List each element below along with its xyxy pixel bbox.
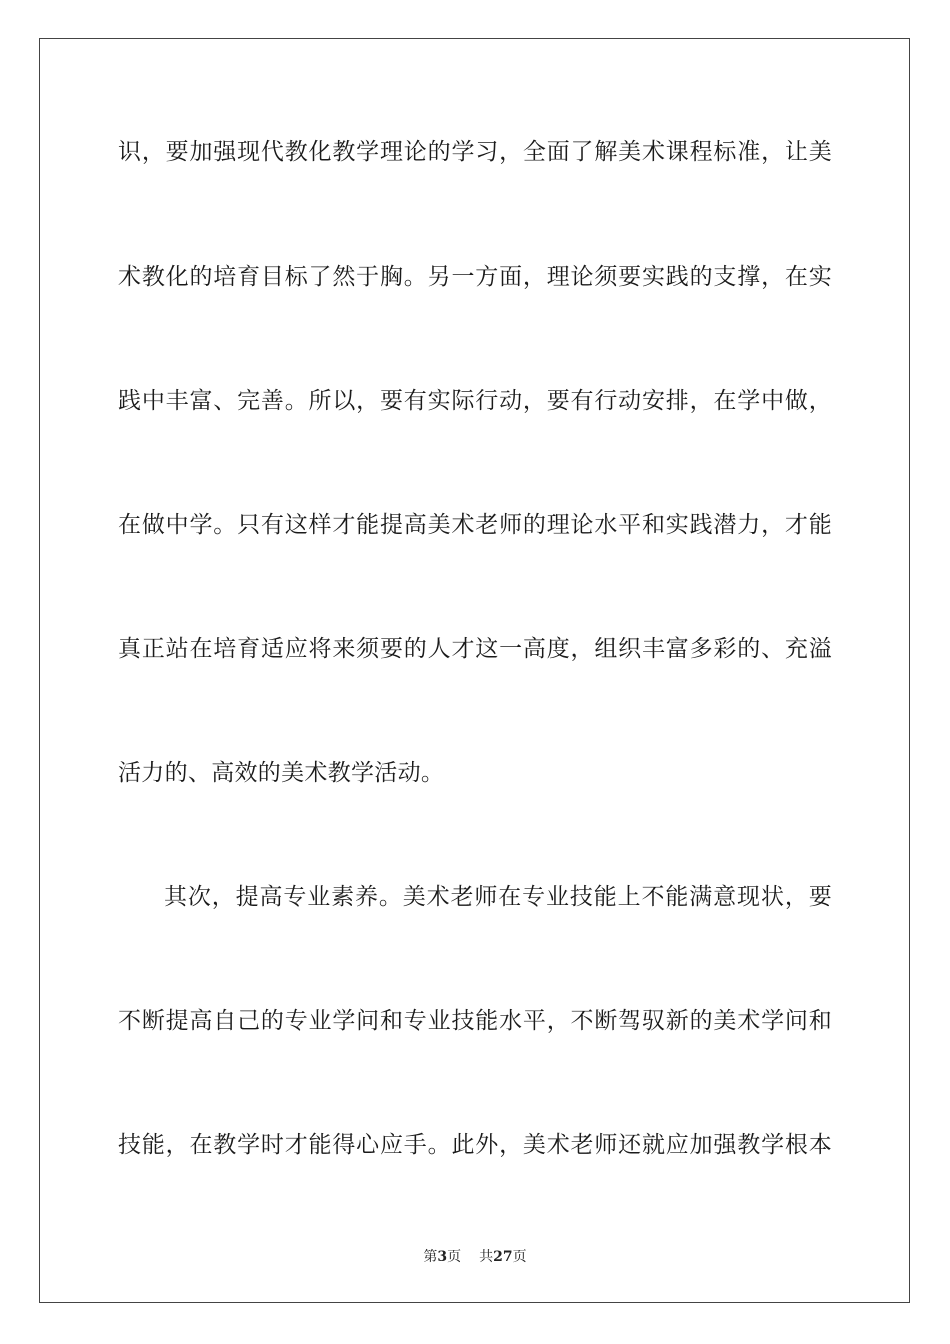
footer-page-suffix: 页 (447, 1249, 462, 1265)
footer-page-prefix: 第 (423, 1249, 438, 1265)
text-line-2: 术教化的培育目标了然于胸。另一方面，理论须要实践的支撑，在实 (118, 264, 832, 290)
page-footer (0, 1248, 950, 1266)
text-line-3: 践中丰富、完善。所以，要有实际行动，要有行动安排，在学中做， (118, 388, 832, 414)
text-line-7: 其次，提高专业素养。美术老师在专业技能上不能满意现状，要 (164, 884, 832, 910)
text-line-9: 技能，在教学时才能得心应手。此外，美术老师还就应加强教学根本 (118, 1132, 832, 1158)
text-line-6: 活力的、高效的美术教学活动。 (118, 760, 445, 786)
footer-total-suffix: 页 (512, 1249, 527, 1265)
text-line-4: 在做中学。只有这样才能提高美术老师的理论水平和实践潜力，才能 (118, 512, 832, 538)
page-border (39, 38, 910, 1303)
text-line-1: 识，要加强现代教化教学理论的学习，全面了解美术课程标准，让美 (118, 139, 832, 165)
footer-total-pages: 27 (493, 1249, 513, 1265)
text-line-8: 不断提高自己的专业学问和专业技能水平，不断驾驭新的美术学问和 (118, 1008, 832, 1034)
footer-total-prefix: 共 (479, 1249, 494, 1265)
text-line-5: 真正站在培育适应将来须要的人才这一高度，组织丰富多彩的、充溢 (118, 636, 832, 662)
footer-page-number: 3 (437, 1249, 448, 1265)
